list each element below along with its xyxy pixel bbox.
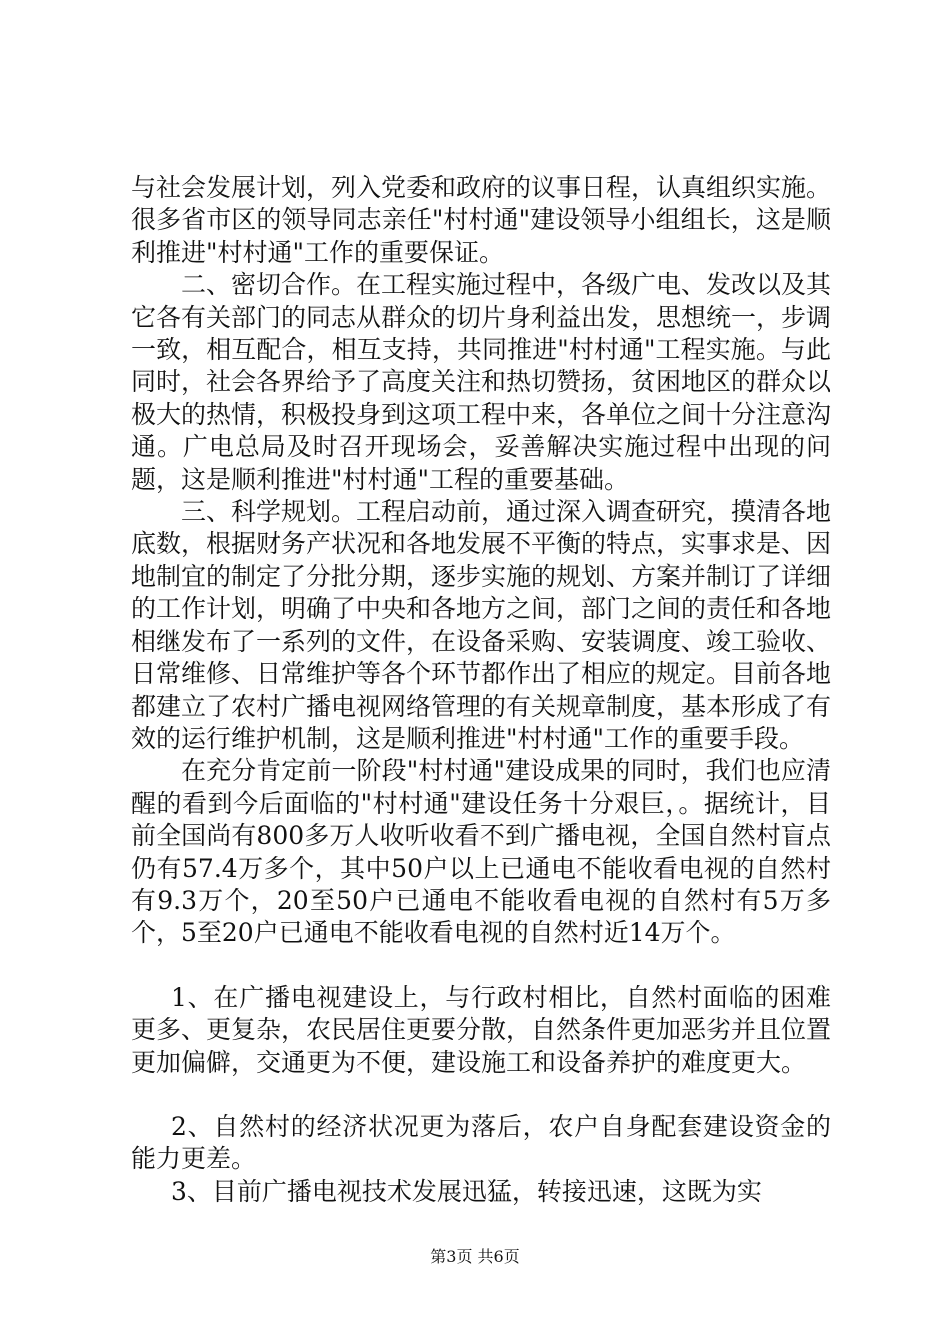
list-item-1: 1、在广播电视建设上，与行政村相比，自然村面临的困难更多、更复杂，农民居住更要分散，自然条件更加恶劣并且位置更加偏僻，交通更为不便，建设施工和设备养护的难度更大。	[131, 982, 832, 1077]
paragraph-gap	[131, 950, 831, 982]
paragraph-section-2: 二、密切合作。在工程实施过程中，各级广电、发改以及其它各有关部门的同志从群众的切片身利益出发，思想统一，步调一致，相互配合，相互支持，共同推进"村村通"工程实施。与此同时，社会各界给予了高度关注和热切赞扬，贫困地区的群众以极大的热情，积极投身到这项工程中来，各单位之间十分注意沟通。广电总局及时召开现场会，妥善解决实施过程中出现的问题，这是顺利推进"村村通"工程的重要基础。	[131, 270, 832, 494]
page-footer: 第3页 共6页	[430, 1247, 520, 1266]
body-text	[131, 172, 831, 1208]
list-item-3: 3、目前广播电视技术发展迅猛，转接迅速，这既为实	[171, 1176, 762, 1206]
paragraph-gap	[131, 1079, 831, 1111]
paragraph-continuation: 与社会发展计划，列入党委和政府的议事日程，认真组织实施。很多省市区的领导同志亲任"村村通"建设领导小组组长，这是顺利推进"村村通"工作的重要保证。	[131, 173, 832, 267]
paragraph-statistics: 在充分肯定前一阶段"村村通"建设成果的同时，我们也应清醒的看到今后面临的"村村通"建设任务十分艰巨，。据统计，目前全国尚有800多万人收听收看不到广播电视，全国自然村盲点仍有57.4万多个，其中50户以上已通电不能收看电视的自然村有9.3万个，20至50户已通电不能收看电视的自然村有5万多个，5至20户已通电不能收看电视的自然村近14万个。	[131, 756, 831, 948]
paragraph-section-3: 三、科学规划。工程启动前，通过深入调查研究，摸清各地底数，根据财务产状况和各地发展不平衡的特点，实事求是、因地制宜的制定了分批分期，逐步实施的规划、方案并制订了详细的工作计划，明确了中央和各地方之间，部门之间的责任和各地相继发布了一系列的文件，在设备采购、安装调度、竣工验收、日常维修、日常维护等各个环节都作出了相应的规定。目前各地都建立了农村广播电视网络管理的有关规章制度，基本形成了有效的运行维护机制，这是顺利推进"村村通"工作的重要手段。	[131, 497, 832, 753]
list-item-2: 2、自然村的经济状况更为落后，农户自身配套建设资金的能力更差。	[131, 1111, 831, 1174]
